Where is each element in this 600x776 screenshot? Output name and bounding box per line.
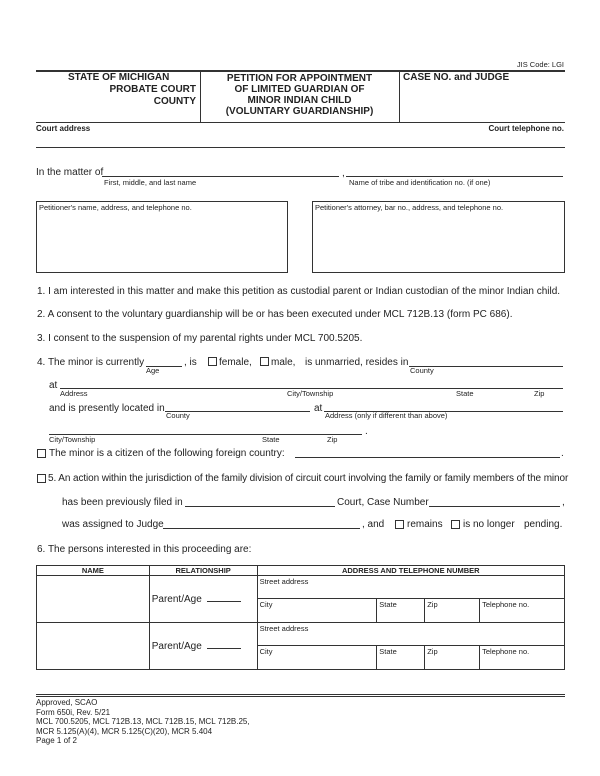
item-5-checkbox[interactable] [37, 474, 46, 483]
female-label: female, [219, 357, 252, 368]
footer-rule [36, 694, 565, 697]
person-1-relationship-cell[interactable] [149, 576, 257, 623]
minor-name-field[interactable] [102, 176, 339, 177]
person-1-phone-cell[interactable] [480, 599, 565, 623]
case-comma: , [562, 497, 565, 508]
city-caption: City/Township [287, 389, 334, 398]
item-1: 1. I am interested in this matter and make this petition as custodial parent or Indian custodian of the minor Indian child. [37, 286, 561, 297]
footer-mcl: MCL 700.5205, MCL 712B.13, MCL 712B.15, MCL 712B.25, [36, 717, 250, 726]
citizen-checkbox[interactable] [37, 449, 46, 458]
citizen-country-field[interactable] [295, 457, 560, 458]
state-caption-2: State [262, 435, 280, 444]
person-1-city-cell[interactable] [257, 599, 377, 623]
age-caption: Age [146, 366, 160, 375]
person-2-city-cell[interactable] [257, 646, 377, 670]
parent-age-field[interactable] [207, 601, 241, 602]
zip-label: Zip [427, 647, 438, 656]
attorney-box-label: Petitioner's attorney, bar no., address, and telephone no. [315, 203, 504, 212]
person-1-name-cell[interactable] [37, 576, 150, 623]
state-label: STATE OF MICHIGAN [68, 72, 170, 83]
relationship-label: Parent/Age [151, 593, 202, 605]
person-2-state-cell[interactable] [377, 646, 425, 670]
phone-label: Telephone no. [482, 600, 530, 609]
persons-table [36, 565, 565, 670]
remains-checkbox[interactable] [395, 520, 404, 529]
footer-page: Page 1 of 2 [36, 736, 77, 745]
title-line-4: (VOLUNTARY GUARDIANSHIP) [225, 106, 374, 117]
item-4-is: , is [184, 357, 197, 368]
relationship-label: Parent/Age [151, 640, 202, 652]
table-row [37, 623, 565, 646]
footer [36, 698, 250, 746]
located-period: . [365, 426, 368, 437]
tribe-caption: Name of tribe and identification no. (if one) [349, 178, 491, 187]
assigned-label: was assigned to Judge [62, 519, 164, 530]
title-line-2: OF LIMITED GUARDIAN OF [234, 84, 365, 95]
judge-field[interactable] [163, 528, 360, 529]
state-caption: State [456, 389, 474, 398]
city-label: City [259, 647, 273, 656]
located-city-field[interactable] [49, 434, 362, 435]
and-label: , and [362, 519, 385, 530]
zip-caption: Zip [534, 389, 545, 398]
city-caption-2: City/Township [49, 435, 96, 444]
address-header: ADDRESS AND TELEPHONE NUMBER [257, 566, 564, 576]
located-county-caption: County [166, 411, 190, 420]
header-bottom-rule [36, 122, 565, 123]
county-label: COUNTY [153, 96, 196, 107]
person-2-zip-cell[interactable] [425, 646, 480, 670]
petitioner-box[interactable] [36, 201, 288, 273]
name-header: NAME [37, 566, 150, 576]
no-longer-label: is no longer [463, 519, 515, 530]
at-label: at [49, 380, 58, 391]
filed-label: has been previously filed in [62, 497, 183, 508]
person-1-zip-cell[interactable] [425, 599, 480, 623]
table-row [37, 576, 565, 599]
person-1-state-cell[interactable] [377, 599, 425, 623]
at2-label: at [314, 403, 323, 414]
pending-label: pending. [524, 519, 563, 530]
city-label: City [259, 600, 273, 609]
petitioner-box-label: Petitioner's name, address, and telephone no. [39, 203, 192, 212]
phone-label: Telephone no. [482, 647, 530, 656]
address-caption: Address [60, 389, 88, 398]
female-checkbox[interactable] [208, 357, 217, 366]
citizen-label: The minor is a citizen of the following foreign country: [49, 448, 285, 459]
case-number-label: Court, Case Number [337, 497, 429, 508]
state-label: State [379, 600, 397, 609]
title-line-3: MINOR INDIAN CHILD [247, 95, 352, 106]
filed-court-field[interactable] [185, 506, 335, 507]
footer-mcr: MCR 5.125(A)(4), MCR 5.125(C)(20), MCR 5.404 [36, 726, 213, 736]
item-4-prefix: 4. The minor is currently [37, 357, 145, 368]
matter-prefix: In the matter of [36, 167, 104, 178]
parent-age-field[interactable] [207, 648, 241, 649]
matter-comma: , [342, 168, 345, 179]
no-longer-checkbox[interactable] [451, 520, 460, 529]
citizen-period: . [561, 448, 564, 459]
header-divider-2 [399, 70, 400, 122]
court-phone-label: Court telephone no. [488, 124, 564, 133]
item-2: 2. A consent to the voluntary guardianship will be or has been executed under MCL 712B.13 (form PC 686). [37, 309, 513, 320]
attorney-box[interactable] [312, 201, 565, 273]
resides-county-caption: County [410, 366, 434, 375]
item-3: 3. I consent to the suspension of my parental rights under MCL 700.5205. [37, 333, 363, 344]
street-label: Street address [259, 624, 309, 633]
court-address-label: Court address [36, 124, 91, 133]
person-2-relationship-cell[interactable] [149, 623, 257, 670]
street-label: Street address [259, 577, 309, 586]
footer-approved: Approved, SCAO [36, 698, 98, 707]
footer-form-number: Form 650i, Rev. 5/21 [36, 707, 111, 717]
title-line-1: PETITION FOR APPOINTMENT [226, 73, 373, 84]
case-number-field[interactable] [429, 506, 560, 507]
form-title [200, 73, 399, 117]
male-label: male, [271, 357, 296, 368]
person-2-phone-cell[interactable] [480, 646, 565, 670]
male-checkbox[interactable] [260, 357, 269, 366]
relationship-header: RELATIONSHIP [149, 566, 257, 576]
court-label: PROBATE COURT [109, 84, 196, 95]
jis-code: JIS Code: LGI [516, 60, 564, 69]
court-address-line[interactable] [36, 147, 565, 148]
case-no-label: CASE NO. and JUDGE [403, 72, 510, 83]
item-6: 6. The persons interested in this proceeding are: [37, 544, 252, 555]
state-label: State [379, 647, 397, 656]
remains-label: remains [407, 519, 443, 530]
minor-name-caption: First, middle, and last name [104, 178, 197, 187]
tribe-field[interactable] [346, 176, 563, 177]
address-diff-caption: Address (only if different than above) [325, 411, 448, 420]
resides-label: is unmarried, resides in [305, 357, 409, 368]
item-5: 5. An action within the jurisdiction of the family division of circuit court involving the family or family members of the minor [48, 473, 569, 484]
person-1-street-cell[interactable] [257, 576, 564, 599]
person-2-street-cell[interactable] [257, 623, 564, 646]
person-2-name-cell[interactable] [37, 623, 150, 670]
zip-label: Zip [427, 600, 438, 609]
zip-caption-2: Zip [327, 435, 338, 444]
located-label: and is presently located in [49, 403, 165, 414]
